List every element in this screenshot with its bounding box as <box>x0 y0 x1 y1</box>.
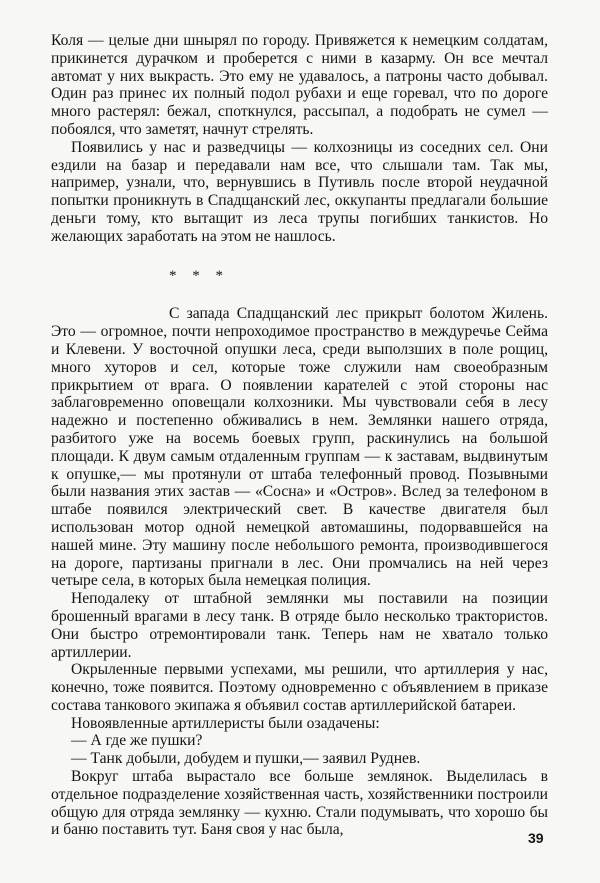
dialogue-line-1: — А где же пушки? <box>71 732 203 750</box>
section-separator: * * * <box>169 267 229 284</box>
paragraph-2: Появились у нас и разведчицы — колхозницы из соседних сел. Они ездили на базар и передавали нам все, что слышали там. Так мы, например, узнали, что, вернувшись в Путивль после второй неудачной попытки проникнуть в Спадщанский лес, оккупанты предлагали большие деньги тому, кто вытащит из леса трупы погибших танкистов. Но желающих заработать на этом не нашлось. <box>51 138 548 245</box>
paragraph-6: Новоявленные артиллеристы были озадачены: <box>71 714 380 732</box>
paragraph-7: Вокруг штаба вырастало все больше землянок. Выделилась в отдельное подразделение хозяйственная часть, хозяйственники построили общую для отряда землянку — кухню. Стали подумывать, что хорошо бы и баню поставить тут. Баня своя у нас была, <box>51 768 548 839</box>
paragraph-1: Коля — целые дни шнырял по городу. Привяжется к немецким солдатам, прикинется дурачком и проберется с ними в казарму. Он все мечтал автомат у них выкрасть. Это ему не удавалось, а патроны часто добывал. Один раз принес их полный подол рубахи и еще горевал, что по дороге много растерял: бежал, споткнулся, рассыпал, а подобрать не сумел — побоялся, что заметят, начнут стрелять. <box>51 32 548 138</box>
paragraph-4: Неподалеку от штабной землянки мы поставили на позиции брошенный врагами в лесу танк. В отряде было несколько трактористов. Они быстро отремонтировали танк. Теперь нам не хватало только артиллерии. <box>51 590 548 661</box>
page-text <box>51 32 548 839</box>
paragraph-5: Окрыленные первыми успехами, мы решили, что артиллерия у нас, конечно, тоже появится. Поэтому одновременно с объявлением в приказе состава танкового экипажа я объявил состав артиллерийской батареи. <box>51 661 548 714</box>
dialogue-line-2: — Танк добыли, добудем и пушки,— заявил Руднев. <box>71 750 421 768</box>
paragraph-3: С запада Спадщанский лес прикрыт болотом Жилень. Это — огромное, почти непроходимое пространство в междуречье Сейма и Клевени. У восточной опушки леса, среди выползших в поле рощиц, много хуторов и сел, которые тоже служили нам своеобразным прикрытием от врага. О появлении карателей с этой стороны нас заблаговременно оповещали колхозники. Мы чувствовали себя в лесу надежно и постепенно обживались в нем. Землянки нашего отряда, разбитого уже на восемь боевых групп, раскинулись на большой площади. К двум самым отдаленным группам — к заставам, выдвинутым к опушке,— мы протянули от штаба телефонный провод. Позывными были названия этих застав — «Сосна» и «Остров». Вслед за телефоном в штабе появился электрический свет. В качестве двигателя был использован мотор одной немецкой автомашины, подорвавшейся на нашей мине. Эту машину после небольшого ремонта, производившегося на дороге, партизаны пригнали в лес. Они промчались на ней через четыре села, в которых была немецкая полиция. <box>51 305 548 590</box>
page-number: 39 <box>528 830 544 846</box>
